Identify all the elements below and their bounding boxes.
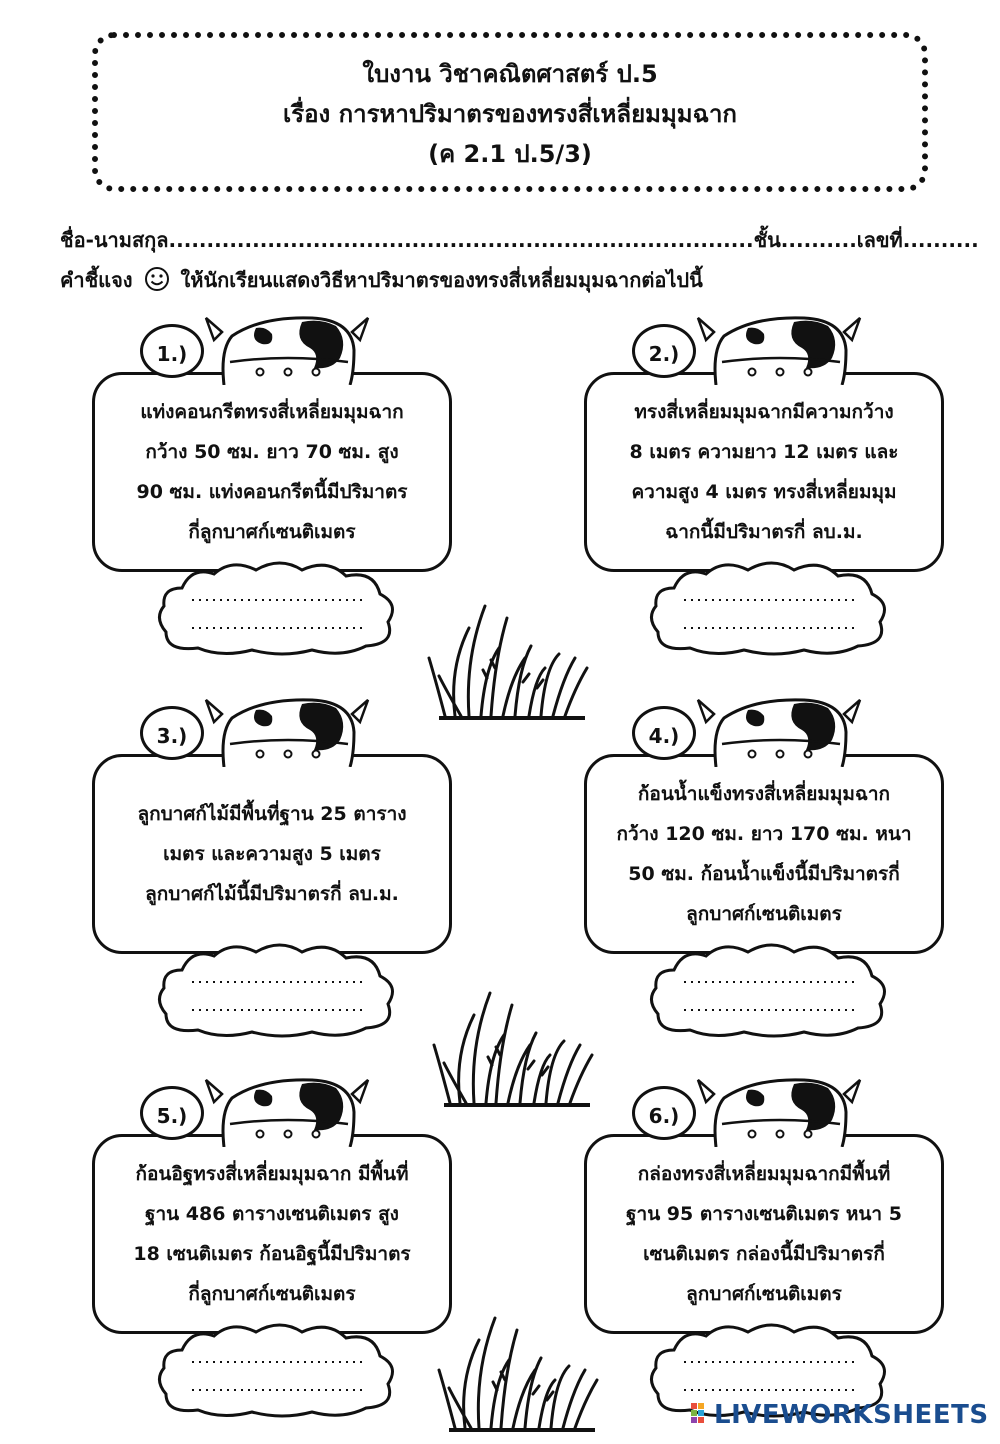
question-text-line: ก้อนอิฐทรงสี่เหลี่ยมมุมฉาก มีพื้นที่ [135,1163,409,1185]
question-text-line: ฐาน 95 ตารางเซนติเมตร หนา 5 [626,1203,902,1225]
question-text-line: เซนติเมตร กล่องนี้มีปริมาตรกี่ [643,1243,885,1265]
question-text [133,1154,410,1314]
cow-icon [694,692,864,767]
question-number: 5.) [140,1086,204,1140]
question-text [630,392,899,552]
question-text-line: เมตร และความสูง 5 เมตร [163,843,381,865]
instruction-text: ให้นักเรียนแสดงวิธีหาปริมาตรของทรงสี่เหลี่ยมมุมฉากต่อไปนี้ [180,268,703,292]
question-text [136,392,407,552]
question-number: 1.) [140,324,204,378]
liveworksheets-logo [690,1400,989,1430]
question-number: 6.) [632,1086,696,1140]
question-text [616,774,911,934]
answer-cloud[interactable] [152,1310,402,1420]
answer-cloud[interactable] [152,548,402,658]
instruction-label: คำชี้แจง [60,268,133,292]
question-number: 2.) [632,324,696,378]
question-box [92,1134,452,1334]
question-text-line: กว้าง 50 ซม. ยาว 70 ซม. สูง [145,441,399,463]
question-text-line: 8 เมตร ความยาว 12 เมตร และ [629,441,899,463]
smiley-icon [144,266,170,297]
grass-icon [425,598,595,728]
cow-icon [202,310,372,385]
question-card-4 [584,692,944,1042]
cow-icon [202,1072,372,1147]
header-subject: เรื่อง การหาปริมาตรของทรงสี่เหลี่ยมมุมฉาก [283,100,737,128]
instruction-row [60,264,960,297]
question-text-line: ทรงสี่เหลี่ยมมุมฉากมีความกว้าง [634,401,894,423]
question-card-1 [92,310,452,660]
question-text [137,794,406,914]
answer-cloud[interactable] [644,548,894,658]
question-box [584,372,944,572]
question-box [92,372,452,572]
question-text-line: ฉากนี้มีปริมาตรกี่ ลบ.ม. [665,521,863,543]
question-text-line: กล่องทรงสี่เหลี่ยมมุมฉากมีพื้นที่ [637,1163,891,1185]
question-text [626,1154,902,1314]
question-card-6 [584,1072,944,1422]
question-text-line: ลูกบาศก์เซนติเมตร [686,903,842,925]
question-text-line: ฐาน 486 ตารางเซนติเมตร สูง [145,1203,399,1225]
question-text-line: 90 ซม. แท่งคอนกรีตนี้มีปริมาตร [136,481,408,503]
question-text-line: 18 เซนติเมตร ก้อนอิฐนี้มีปริมาตร [133,1243,411,1265]
question-box [92,754,452,954]
question-number: 4.) [632,706,696,760]
question-text-line: ลูกบาศก์เซนติเมตร [686,1283,842,1305]
cow-icon [694,310,864,385]
question-text-line: กว้าง 120 ซม. ยาว 170 ซม. หนา [616,823,912,845]
answer-cloud[interactable] [644,930,894,1040]
cow-icon [202,692,372,767]
question-text-line: แท่งคอนกรีตทรงสี่เหลี่ยมมุมฉาก [140,401,404,423]
question-text-line: กี่ลูกบาศก์เซนติเมตร [188,1283,356,1305]
question-card-5 [92,1072,452,1422]
header-title: ใบงาน วิชาคณิตศาสตร์ ป.5 [362,60,658,88]
question-text-line: ลูกบาศก์ไม้นี้มีปริมาตรกี่ ลบ.ม. [145,883,399,905]
question-text-line: ความสูง 4 เมตร ทรงสี่เหลี่ยมมุม [631,481,897,503]
question-text-line: 50 ซม. ก้อนน้ำแข็งนี้มีปริมาตรกี่ [628,863,900,885]
question-number: 3.) [140,706,204,760]
answer-cloud[interactable] [152,930,402,1040]
branding-text: LIVEWORKSHEETS [714,1400,989,1430]
student-info-line: ชื่อ-นามสกุล.............................................................................ชั้น..........เลขที่.......... [60,228,979,252]
question-box [584,1134,944,1334]
question-box [584,754,944,954]
question-text-line: กี่ลูกบาศก์เซนติเมตร [188,521,356,543]
question-text-line: ลูกบาศก์ไม้มีพื้นที่ฐาน 25 ตาราง [137,803,407,825]
question-card-3 [92,692,452,1042]
grass-icon [430,985,600,1115]
header-code: (ค 2.1 ป.5/3) [428,140,592,168]
question-card-2 [584,310,944,660]
liveworksheets-logo-icon [690,1401,712,1427]
grass-icon [435,1310,605,1440]
worksheet-header [92,32,928,192]
cow-icon [694,1072,864,1147]
question-text-line: ก้อนน้ำแข็งทรงสี่เหลี่ยมมุมฉาก [637,783,891,805]
